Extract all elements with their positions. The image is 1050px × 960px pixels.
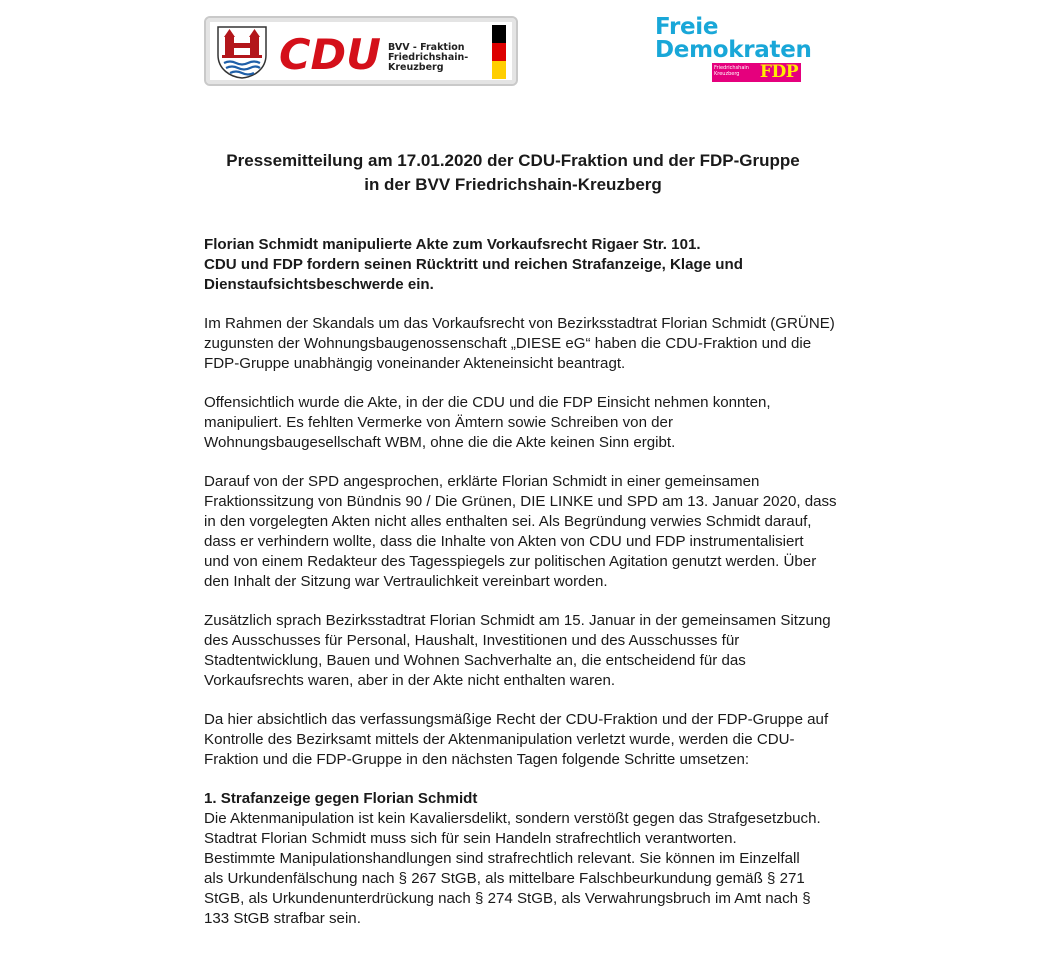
press-release-body — [204, 235, 844, 948]
page-title-line: in der BVV Friedrichshain-Kreuzberg — [364, 175, 662, 194]
paragraph-line: Im Rahmen der Skandals um das Vorkaufsrecht von Bezirksstadtrat Florian Schmidt (GRÜNE) — [204, 315, 835, 332]
section-line: Die Aktenmanipulation ist kein Kavaliersdelikt, sondern verstößt gegen das Strafgesetzbuch. — [204, 810, 821, 827]
paragraph-line: FDP-Gruppe unabhängig voneinander Akteneinsicht beantragt. — [204, 355, 626, 372]
section-line: StGB, als Urkundenunterdrückung nach § 274 StGB, als Verwahrungsbruch im Amt nach § — [204, 890, 811, 907]
cdu-logo — [204, 16, 518, 86]
paragraph-line: Da hier absichtlich das verfassungsmäßige Recht der CDU-Fraktion und der FDP-Gruppe auf — [204, 711, 829, 728]
paragraph-line: Darauf von der SPD angesprochen, erklärte Florian Schmidt in einer gemeinsamen — [204, 473, 760, 490]
fdp-badge-mark: FDP — [759, 62, 798, 82]
paragraph-line: Wohnungsbaugesellschaft WBM, ohne die die Akte keinen Sinn ergibt. — [204, 434, 676, 451]
fdp-logo-line1: Freie — [655, 14, 719, 40]
page-title — [180, 149, 846, 197]
headline-line: CDU und FDP fordern seinen Rücktritt und reichen Strafanzeige, Klage und — [204, 256, 743, 273]
fdp-logo-line2: Demokraten — [655, 37, 812, 63]
paragraph-line: manipuliert. Es fehlten Vermerke von Ämtern sowie Schreiben von der — [204, 414, 673, 431]
paragraph-line: Zusätzlich sprach Bezirksstadtrat Florian Schmidt am 15. Januar in der gemeinsamen Sitzung — [204, 612, 831, 629]
fdp-badge — [712, 63, 801, 82]
cdu-subtitle — [388, 43, 488, 73]
section-line: Stadtrat Florian Schmidt muss sich für sein Handeln strafrechtlich verantworten. — [204, 830, 737, 847]
paragraph-line: Kontrolle des Bezirksamt mittels der Aktenmanipulation verletzt wurde, werden die CDU- — [204, 731, 795, 748]
headline-line: Florian Schmidt manipulierte Akte zum Vorkaufsrecht Rigaer Str. 101. — [204, 236, 701, 253]
paragraph-line: in den vorgelegten Akten nicht alles enthalten sei. Als Begründung verwies Schmidt darauf, — [204, 513, 812, 530]
paragraph-schritte — [204, 710, 844, 770]
headline-line: Dienstaufsichtsbeschwerde ein. — [204, 276, 434, 293]
friedrichshain-kreuzberg-crest-icon — [216, 25, 268, 79]
paragraph-akteneinsicht — [204, 314, 844, 374]
paragraph-manipulation — [204, 393, 844, 453]
paragraph-line: zugunsten der Wohnungsbaugenossenschaft „DIESE eG“ haben die CDU-Fraktion und die — [204, 335, 812, 352]
section-line: Bestimmte Manipulationshandlungen sind strafrechtlich relevant. Sie können im Einzelfall — [204, 850, 800, 867]
paragraph-line: Fraktion und die FDP-Gruppe in den nächsten Tagen folgende Schritte umsetzen: — [204, 751, 750, 768]
cdu-subtitle-line: Kreuzberg — [388, 62, 444, 73]
cdu-subtitle-line: BVV - Fraktion — [388, 42, 465, 53]
german-flag-icon — [492, 25, 506, 79]
cdu-wordmark-text: CDU — [279, 32, 381, 76]
paragraph-ausschuss — [204, 611, 844, 691]
page-title-line: Pressemitteilung am 17.01.2020 der CDU-Fraktion und der FDP-Gruppe — [226, 151, 800, 170]
paragraph-line: den Inhalt der Sitzung war Vertraulichkeit vereinbart worden. — [204, 573, 608, 590]
section-strafanzeige — [204, 789, 844, 929]
fdp-logo — [655, 14, 812, 84]
headline — [204, 235, 844, 295]
paragraph-line: Fraktionssitzung von Bündnis 90 / Die Grünen, DIE LINKE und SPD am 13. Januar 2020, dass — [204, 493, 837, 510]
fdp-badge-district: Friedrichshain Kreuzberg — [714, 65, 749, 77]
paragraph-spd-sitzung — [204, 472, 844, 592]
paragraph-line: Stadtentwicklung, Bauen und Wohnen Sachverhalte an, die entscheidend für das — [204, 652, 746, 669]
paragraph-line: des Ausschusses für Personal, Haushalt, Investitionen und des Ausschusses für — [204, 632, 740, 649]
paragraph-line: und von einem Redakteur des Tagesspiegels zur politischen Agitation genutzt werden. Über — [204, 553, 817, 570]
section-line: als Urkundenfälschung nach § 267 StGB, als mittelbare Falschbeurkundung gemäß § 271 — [204, 870, 805, 887]
paragraph-line: Offensichtlich wurde die Akte, in der die CDU und die FDP Einsicht nehmen konnten, — [204, 394, 771, 411]
cdu-wordmark — [278, 32, 382, 76]
paragraph-line: Vorkaufsrechts waren, aber in der Akte nicht enthalten waren. — [204, 672, 616, 689]
section-line: 133 StGB strafbar sein. — [204, 910, 361, 927]
cdu-subtitle-line: Friedrichshain- — [388, 52, 469, 63]
paragraph-line: dass er verhindern wollte, dass die Inhalte von Akten von CDU und FDP instrumentalisiert — [204, 533, 804, 550]
section-heading: 1. Strafanzeige gegen Florian Schmidt — [204, 790, 478, 807]
